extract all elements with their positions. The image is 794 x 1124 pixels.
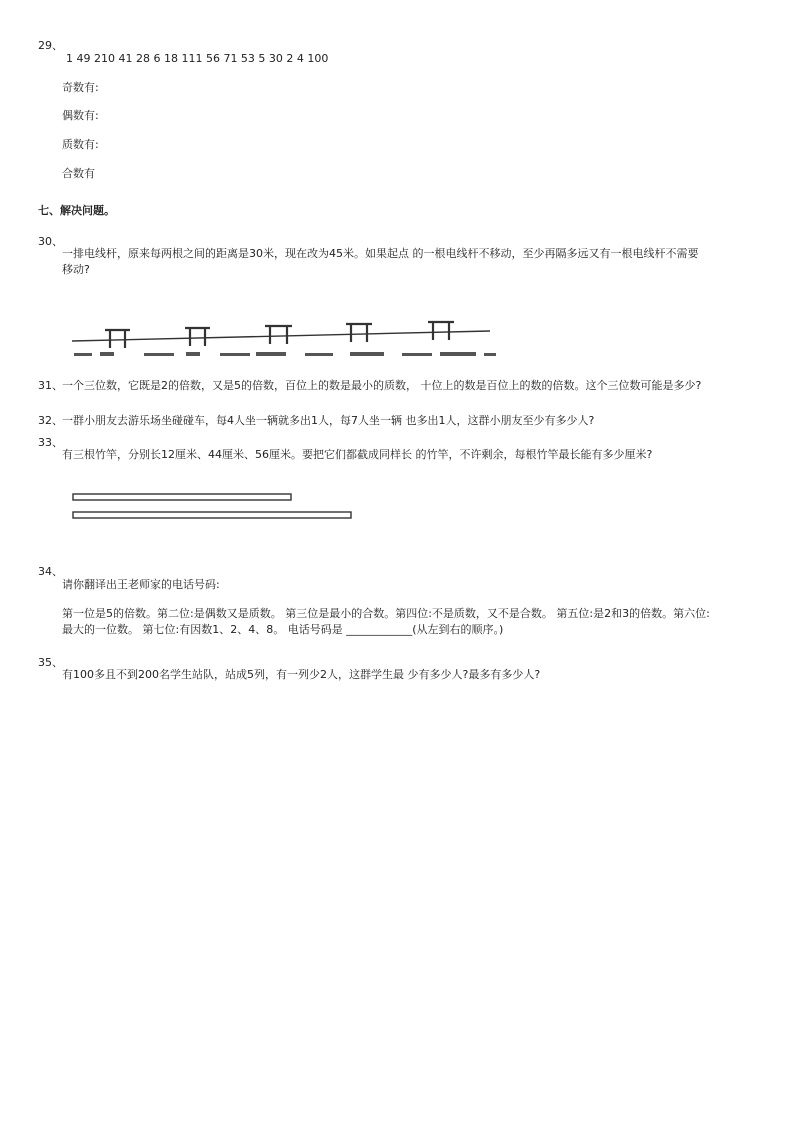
utility-poles-figure <box>60 312 500 358</box>
question-35-text: 有100多且不到200名学生站队，站成5列，有一列少2人，这群学生最 少有多少人?最多有多少人? <box>62 668 541 681</box>
question-35-number: 35、 <box>38 656 63 669</box>
question-32-text: 一群小朋友去游乐场坐碰碰车，每4人坐一辆就多出1人，每7人坐一辆 也多出1人，这群小朋友至少有多少人? <box>62 414 595 427</box>
even-numbers-label: 偶数有: <box>62 109 99 122</box>
composite-numbers-label: 合数有 <box>62 167 95 180</box>
question-34-intro: 请你翻译出王老师家的电话号码: <box>62 578 220 591</box>
bamboo-poles-figure <box>70 490 360 524</box>
question-31-number: 31、 <box>38 379 63 392</box>
bamboo-pole-medium <box>73 494 291 500</box>
question-29-number: 29、 <box>38 39 63 52</box>
question-30-number: 30、 <box>38 235 63 248</box>
pole-1 <box>105 330 130 348</box>
pole-3 <box>265 326 292 344</box>
question-33-text: 有三根竹竿，分别长12厘米、44厘米、56厘米。要把它们都截成同样长 的竹竿，不许剩余，每根竹竿最长能有多少厘米? <box>62 448 653 461</box>
bamboo-pole-long <box>73 512 351 518</box>
question-34-number: 34、 <box>38 565 63 578</box>
question-34-text: 第一位是5的倍数。第二位:是偶数又是质数。 第三位是最小的合数。第四位:不是质数，又不是合数。 第五位:是2和3的倍数。第六位:最大的一位数。 第七位:有因数1、2、4、8。 电话号码是 ____________(从左到右的顺序。) <box>62 607 710 636</box>
question-30-text: 一排电线杆，原来每两根之间的距离是30米，现在改为45米。如果起点 的一根电线杆不移动，至少再隔多远又有一根电线杆不需要移动? <box>62 247 699 276</box>
question-32-number: 32、 <box>38 414 63 427</box>
pole-5 <box>428 322 454 340</box>
pole-2 <box>185 328 210 346</box>
question-33-number: 33、 <box>38 436 63 449</box>
number-list: 1 49 210 41 28 6 18 111 56 71 53 5 30 2 4 100 <box>66 52 329 65</box>
odd-numbers-label: 奇数有: <box>62 81 99 94</box>
pole-4 <box>346 324 372 342</box>
question-31-text: 一个三位数，它既是2的倍数，又是5的倍数，百位上的数是最小的质数， 十位上的数是百位上的数的倍数。这个三位数可能是多少? <box>62 379 702 392</box>
prime-numbers-label: 质数有: <box>62 138 99 151</box>
section-title: 七、解决问题。 <box>38 204 115 217</box>
